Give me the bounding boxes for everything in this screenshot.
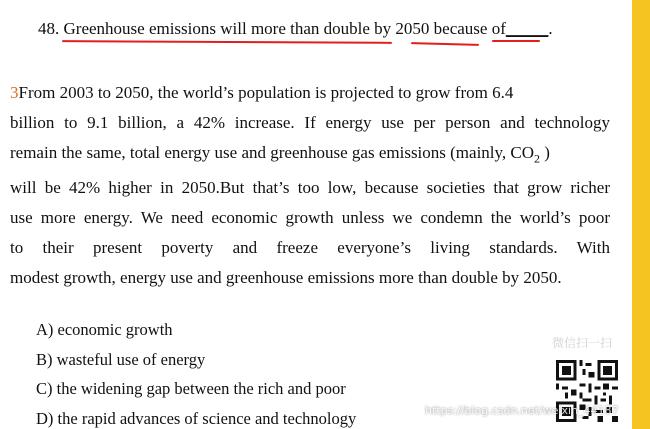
option-a: A) economic growth (36, 320, 173, 339)
passage-line-2: billion to 9.1 billion, a 42% increase. If energy use per person and technology (10, 113, 610, 132)
question-stem-by: by (374, 19, 392, 38)
wechat-scan-label: 微信扫一扫 (552, 336, 613, 350)
option-d: D) the rapid advances of science and technology (36, 408, 357, 428)
question-title (38, 19, 553, 39)
source-url-watermark: https://blog.csdn.net/weixin_44187 (425, 404, 619, 417)
option-b: B) wasteful use of energy (36, 349, 206, 369)
co2-subscript: 2 (534, 151, 541, 166)
question-stem-because: because of (433, 19, 506, 38)
passage-line-7: modest growth, energy use and greenhouse emissions more than double by 2050. (10, 268, 562, 288)
passage-line-1: 3From 2003 to 2050, the world’s population is projected to grow from 6.4 (10, 83, 514, 102)
answer-options (36, 315, 356, 429)
question-period: . (548, 19, 553, 38)
passage-line-6: to their present poverty and freeze everyone’s living standards. With (10, 238, 610, 258)
question-number: 48. (38, 19, 60, 38)
question-stem-main: Greenhouse emissions will more than double (63, 19, 370, 38)
red-underline-because (492, 40, 540, 42)
option-c: C) the widening gap between the rich and poor (36, 379, 346, 398)
passage-line-4: will be 42% higher in 2050.But that’s too low, because societies that grow richer (10, 178, 610, 198)
paragraph-number: 3 (10, 83, 19, 102)
passage-line-5: use more energy. We need economic growth unless we condemn the world’s poor (10, 208, 610, 228)
red-underline-year (411, 42, 479, 46)
answer-blank: _____ (505, 19, 549, 38)
passage-paragraph (10, 78, 610, 293)
side-accent-bar (632, 0, 650, 429)
passage-line-3: remain the same, total energy use and greenhouse gas emissions (mainly, $CO_2$ ) (10, 143, 550, 166)
red-underline-main (62, 40, 392, 44)
question-stem-year: 2050 (395, 19, 430, 38)
